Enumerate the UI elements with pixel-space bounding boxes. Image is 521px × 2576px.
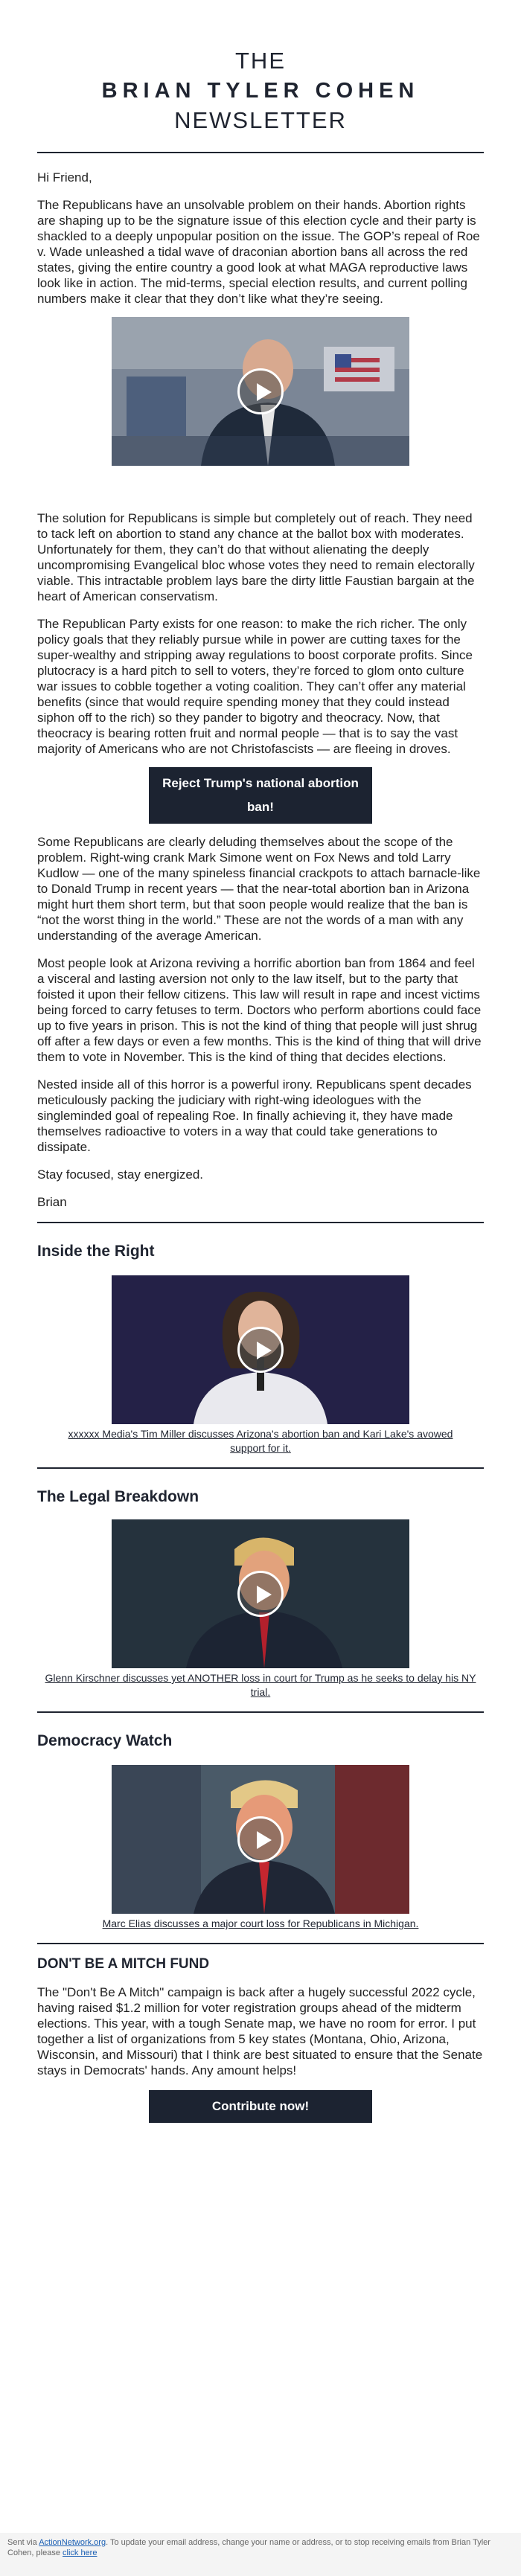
section-heading-legal-breakdown: The Legal Breakdown — [37, 1488, 199, 1505]
divider — [37, 1467, 484, 1469]
body-paragraph-4: Some Republicans are clearly deluding themselves about the scope of the problem. Right-wing crank Mark Simone went on Fox News and told Larry Kudlow — one of the many spineless financial crackpots to attach barnacle-like to Donald Trump in recent years — that the near-total abortion ban in Arizona might hurt them short term, but that soon people would realize that the ban is “not the worst thing in the world.” These are not the words of a man with any understanding of the average American. — [37, 835, 481, 943]
body-paragraph-1: The Republicans have an unsolvable problem on their hands. Abortion rights are shaping up to be the signature issue of this election cycle and their party is shackled to a deeply unpopular position on the issue. The GOP’s repeal of Roe v. Wade unleashed a tidal wave of draconian abortion bans all across the red states, giving the entire country a good look at what MAGA reproductive laws look like in action. The mid-terms, special election results, and current polling numbers make it clear that they don’t like what they’re seeing. — [37, 198, 480, 306]
video-thumbnail-democracy-watch[interactable] — [112, 1765, 409, 1914]
body-paragraph-2: The solution for Republicans is simple but completely out of reach. They need to tack left on abortion to stand any chance at the ballot box with moderates. Unfortunately for them, they can’t do that without alienating the deeply uncompromising Evangelical bloc whose votes they need to remain electorally viable. This intractable problem lays bare the dirty little Faustian bargain at the heart of American conservatism. — [37, 511, 475, 603]
play-icon — [237, 368, 284, 414]
masthead-newsletter: NEWSLETTER — [174, 107, 347, 133]
masthead — [37, 0, 484, 135]
footer-prefix: Sent via — [7, 2538, 39, 2547]
body-paragraph-6: Nested inside all of this horror is a powerful irony. Republicans spent decades meticulously packing the judiciary with right-wing ideologues with the singleminded goal of repealing Roe. In finally achieving it, they have made themselves radioactive to voters in a way that could take generations to dissipate. — [37, 1077, 472, 1154]
video-caption-link[interactable]: xxxxxx Media's Tim Miller discusses Arizona's abortion ban and Kari Lake's avowed support for it. — [68, 1428, 453, 1454]
email-footer — [0, 2533, 521, 2576]
fund-paragraph: The "Don't Be A Mitch" campaign is back after a hugely successful 2022 cycle, having raised $1.2 million for voter registration groups ahead of the midterm elections. This year, with a tough Senate map, we have no room for error. I put together a list of organizations from 5 key states (Montana, Ohio, Arizona, Wisconsin, and Missouri) that I think are best situated to ensure that the Senate stays in Democrats' hands. Any amount helps! — [37, 1985, 483, 2077]
video-thumbnail-inside-the-right[interactable] — [112, 1275, 409, 1424]
sign-off-line: Stay focused, stay energized. — [37, 1167, 204, 1182]
signature: Brian — [37, 1195, 67, 1209]
video-thumbnail-legal-breakdown[interactable] — [112, 1519, 409, 1668]
divider — [37, 152, 484, 153]
body-paragraph-3: The Republican Party exists for one reason: to make the rich richer. The only policy goals that they reliably pursue while in power are cutting taxes for the super-wealthy and stripping away regulations to boost corporate profits. Since plutocracy is a hard pitch to sell to voters, they’re forced to glom onto culture war issues to cobble together a voting coalition. They can’t offer any material benefits (since that would require spending money that they could instead siphon off to the rich) so they pander to bigotry and theocracy. Now, that theocracy is bearing rotten fruit and normal people — that is to say the vast majority of Americans who are not Christofascists — are fleeing in droves. — [37, 617, 473, 756]
fund-heading: DON'T BE A MITCH FUND — [37, 1956, 210, 1972]
section-heading-inside-the-right: Inside the Right — [37, 1243, 155, 1260]
contribute-button[interactable]: Contribute now! — [149, 2090, 372, 2123]
reject-abortion-ban-button[interactable]: Reject Trump's national abortion ban! — [149, 767, 372, 824]
play-icon — [237, 1816, 284, 1862]
video-thumbnail-kudlow[interactable] — [112, 317, 409, 466]
footer-text: . To update your email address, change your name or address, or to stop receiving emails from Brian Tyler Cohen, please — [7, 2538, 490, 2557]
unsubscribe-link[interactable]: click here — [63, 2548, 98, 2557]
masthead-the: THE — [235, 48, 286, 74]
actionnetwork-link[interactable]: ActionNetwork.org — [39, 2538, 106, 2547]
divider — [37, 1711, 484, 1713]
divider — [37, 1943, 484, 1944]
video-caption-link[interactable]: Marc Elias discusses a major court loss for Republicans in Michigan. — [102, 1917, 419, 1929]
section-heading-democracy-watch: Democracy Watch — [37, 1732, 173, 1749]
play-icon — [237, 1571, 284, 1617]
play-icon — [237, 1327, 284, 1373]
masthead-name: BRIAN TYLER COHEN — [101, 79, 420, 103]
body-paragraph-5: Most people look at Arizona reviving a horrific abortion ban from 1864 and feel a visceral and lasting aversion not only to the law itself, but to the party that foisted it upon their fellow citizens. This law will result in rape and incest victims being forced to carry fetuses to term. Doctors who perform abortions could face up to five years in prison. This is not the kind of thing that people will just shrug off after a few days or even a few months. This is the kind of thing that will drive them to vote in November. This is the kind of thing that decides elections. — [37, 956, 482, 1064]
greeting: Hi Friend, — [37, 170, 92, 185]
video-caption-link[interactable]: Glenn Kirschner discusses yet ANOTHER loss in court for Trump as he seeks to delay his NY trial. — [45, 1672, 476, 1698]
divider — [37, 1222, 484, 1223]
